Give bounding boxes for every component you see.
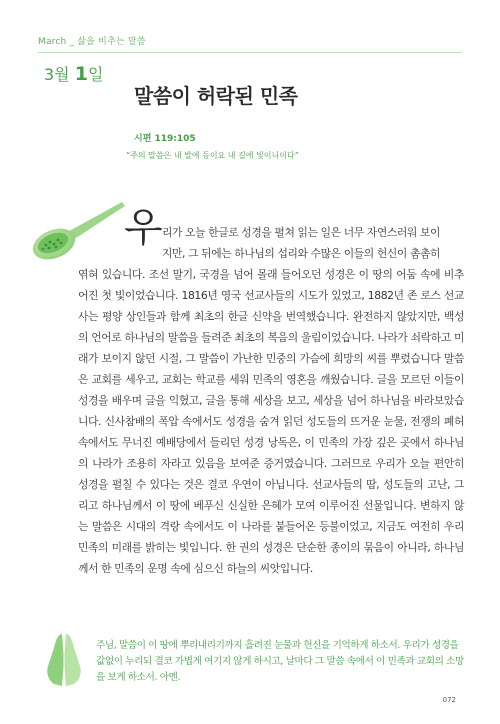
body-paragraph: 엮혀 있습니다. 조선 말기, 국경을 넘어 몰래 들어오던 성경은 이 땅의 어둠 속에 비추어진 첫 빛이었습니다. 1816년 영국 선교사들의 시도가 있었고, 1882년 존 로스 선교사는 평양 상인들과 함께 최초의 한글 신약을 번역했습니다. 완전하지 않았지만, 백성의 언어로 하나님의 말씀을 들려준 최초의 복음의 울림이었습니다. 나라가 쇠락하고 미래가 보이지 않던 시절, 그 말씀이 가난한 민중의 가슴에 희망의 씨를 뿌렸습니다 말씀은 교회를 세우고, 교회는 학교를 세워 민족의 영혼을 깨웠습니다. 글을 모르던 이들이 성경을 배우며 글을 익혔고, 글을 통해 세상을 보고, 세상을 넘어 하나님을 바라보았습니다. 신사참배의 폭압 속에서도 성경을 숨겨 읽던 성도들의 뜨거운 눈물, 전쟁의 폐허 속에서도 무너진 예배당에서 들리던 성경 낭독은, 이 민족의 가장 깊은 곳에서 하나님의 나라가 조용히 자라고 있음을 보여준 증거였습니다. 그러므로 우리가 오늘 편안히 성경을 펼칠 수 있다는 것은 결코 우연이 아닙니다. 선교사들의 땀, 성도들의 고난, 그리고 하나님께서 이 땅에 베푸신 신실한 은혜가 모여 이루어진 선물입니다. 변하지 않는 말씀은 시대의 격랑 속에서도 이 나라를 붙들어온 등불이었고, 지금도 여전히 우리 민족의 미래를 밝히는 빛입니다. 한 권의 성경은 단순한 종이의 묶음이 아니라, 하나님께서 한 민족의 운명 속에 심으신 하늘의 씨앗입니다. <box>78 268 464 575</box>
body-text <box>78 222 464 579</box>
scripture-reference: 시편 119:105 <box>134 134 196 144</box>
body-line-2: 지만, 그 뒤에는 하나님의 섭리와 수많은 이들의 헌신이 촘촘히 <box>162 247 441 260</box>
praying-hands-icon <box>42 630 86 688</box>
page-number: 072 <box>442 696 456 704</box>
page-title: 말씀이 허락된 민족 <box>134 84 298 108</box>
scripture-verse: “주의 말씀은 내 발에 등이요 내 길에 빛이니이다” <box>126 151 299 160</box>
date-day: 1 <box>74 63 88 85</box>
closing-prayer: 주님, 말씀이 이 땅에 뿌리내리기까지 흘려진 눈물과 헌신을 기억하게 하소서. 우리가 성경을 값없이 누리되 결코 가볍게 여기지 않게 하시고, 날마다 그 말씀 속에서 이 민족과 교회의 소망을 보게 하소서. 아멘. <box>96 640 464 683</box>
date-label <box>44 62 103 85</box>
date-month: 3월 <box>44 65 70 84</box>
running-head: March _ 삶을 비추는 말씀 <box>38 37 146 47</box>
header-divider <box>38 52 462 53</box>
drop-cap: 우 <box>124 205 163 251</box>
date-suffix: 일 <box>87 65 104 84</box>
body-line-1: 리가 오늘 한글로 성경을 펼쳐 읽는 일은 너무 자연스러워 보이 <box>162 226 441 239</box>
